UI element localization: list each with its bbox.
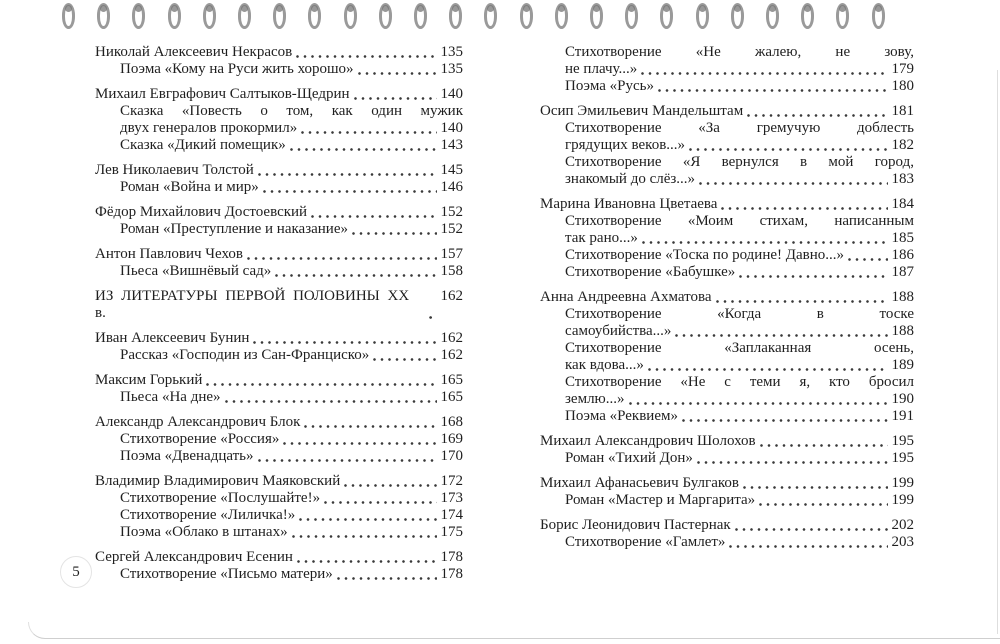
leader-dots [627, 391, 890, 408]
leader-dots [288, 137, 439, 154]
toc-author-entry [95, 414, 463, 431]
toc-entry-text: Михаил Афанасьевич Булгаков [540, 475, 739, 491]
spiral-ring-icon [766, 3, 779, 29]
toc-entry-text: Михаил Евграфович Салтыков-Щедрин [95, 86, 350, 102]
toc-author-entry [540, 196, 914, 213]
toc-page-number: 146 [440, 179, 463, 195]
toc-entry-text: Поэма «Двенадцать» [120, 448, 254, 464]
toc-column-right [540, 44, 914, 551]
toc-entry-text: Лев Николаевич Толстой [95, 162, 254, 178]
spiral-ring-icon [203, 3, 216, 29]
toc-page-number: 186 [891, 247, 914, 263]
toc-work-entry [95, 179, 463, 196]
toc-entry-leader-row [565, 61, 914, 78]
toc-page-number: 188 [891, 289, 914, 305]
toc-page-number: 152 [440, 204, 463, 220]
spiral-ring-icon [168, 3, 181, 29]
toc-page-number: 181 [891, 103, 914, 119]
spiral-ring-icon [590, 3, 603, 29]
leader-dots [350, 221, 439, 238]
toc-work-entry [540, 306, 914, 340]
toc-entry-text: самоубийства...» [565, 323, 672, 339]
toc-page-number: 202 [891, 517, 914, 533]
leader-dots [281, 431, 438, 448]
toc-entry-text: Роман «Мастер и Маргарита» [565, 492, 756, 508]
toc-entry-text: Рассказ «Господин из Сан-Франциско» [120, 347, 370, 363]
toc-page-number: 145 [440, 162, 463, 178]
toc-page-number: 158 [440, 263, 463, 279]
spiral-ring-icon [872, 3, 885, 29]
toc-entry-text: знакомый до слёз...» [565, 171, 696, 187]
spiral-ring-icon [449, 3, 462, 29]
toc-work-entry [540, 120, 914, 154]
leader-dots [727, 534, 889, 551]
toc-author-entry [95, 246, 463, 263]
toc-entry-text: Сказка «Дикий помещик» [120, 137, 286, 153]
toc-entry-text: двух генералов прокормил» [120, 120, 298, 136]
toc-entry-text-line: Стихотворение «Когда в тоске [565, 306, 914, 322]
toc-entry-text-line: Стихотворение «Моим стихам, написанным [565, 213, 914, 229]
spiral-ring-icon [836, 3, 849, 29]
leader-dots [352, 86, 439, 103]
spiral-ring-icon [238, 3, 251, 29]
toc-author-entry [540, 103, 914, 120]
toc-entry-leader-row [120, 389, 463, 406]
toc-author-entry [540, 517, 914, 534]
page-number: 5 [72, 563, 80, 580]
toc-page-number: 135 [440, 44, 463, 60]
toc-author-entry [95, 86, 463, 103]
toc-page-number: 189 [891, 357, 914, 373]
toc-page-number: 169 [440, 431, 463, 447]
toc-work-entry [540, 340, 914, 374]
toc-page-number: 180 [891, 78, 914, 94]
toc-entry-leader-row [120, 507, 463, 524]
spiral-ring-icon [660, 3, 673, 29]
leader-dots [714, 289, 890, 306]
toc-page-number: 187 [891, 264, 914, 280]
toc-entry-leader-row [120, 448, 463, 465]
toc-work-entry [95, 103, 463, 137]
toc-entry-leader-row [540, 475, 914, 492]
toc-entry-leader-row [565, 450, 914, 467]
toc-entry-text: Сергей Александрович Есенин [95, 549, 293, 565]
toc-entry-leader-row [95, 549, 463, 566]
toc-section-heading [95, 288, 463, 322]
toc-page-number: 174 [440, 507, 463, 523]
toc-entry-leader-row [120, 490, 463, 507]
toc-page-number: 165 [440, 389, 463, 405]
leader-dots [697, 171, 889, 188]
toc-entry-text: Поэма «Русь» [565, 78, 654, 94]
toc-entry-leader-row [120, 120, 463, 137]
toc-entry-leader-row [565, 357, 914, 374]
toc-page-number: 178 [440, 549, 463, 565]
toc-page-number: 183 [891, 171, 914, 187]
toc-work-entry [540, 78, 914, 95]
toc-entry-text: Роман «Тихий Дон» [565, 450, 693, 466]
toc-page-number: 188 [891, 323, 914, 339]
toc-entry-text: как вдова...» [565, 357, 644, 373]
toc-entry-text: Стихотворение «Тоска по родине! Давно...» [565, 247, 844, 263]
spiral-ring-icon [62, 3, 75, 29]
spiral-ring-icon [308, 3, 321, 29]
spiral-ring-icon [132, 3, 145, 29]
toc-entry-text-line: Стихотворение «Я вернулся в мой город, [565, 154, 914, 170]
toc-work-entry [95, 448, 463, 465]
leader-dots [687, 137, 889, 154]
toc-page-number: 195 [891, 433, 914, 449]
leader-dots [757, 492, 889, 509]
toc-entry-leader-row [540, 103, 914, 120]
toc-entry-leader-row [540, 517, 914, 534]
toc-author-entry [95, 162, 463, 179]
toc-entry-leader-row [565, 323, 914, 340]
leader-dots [680, 408, 890, 425]
toc-entry-text: Роман «Преступление и наказание» [120, 221, 348, 237]
toc-page-number: 182 [891, 137, 914, 153]
toc-entry-leader-row [565, 230, 914, 247]
toc-page-number: 175 [440, 524, 463, 540]
leader-dots [673, 323, 889, 340]
toc-work-entry [95, 431, 463, 448]
leader-dots [256, 162, 439, 179]
leader-dots [639, 61, 889, 78]
toc-entry-leader-row [565, 137, 914, 154]
toc-entry-text: Александр Александрович Блок [95, 414, 301, 430]
toc-entry-leader-row [95, 330, 463, 347]
leader-dots [295, 549, 439, 566]
leader-dots [223, 389, 439, 406]
leader-dots [656, 78, 890, 95]
leader-dots [261, 179, 439, 196]
toc-author-entry [95, 44, 463, 61]
toc-author-entry [95, 204, 463, 221]
spiral-ring-icon [97, 3, 110, 29]
toc-work-entry [95, 566, 463, 583]
spiral-ring-icon [801, 3, 814, 29]
toc-entry-leader-row [120, 524, 463, 541]
toc-page-number: 190 [891, 391, 914, 407]
toc-work-entry [95, 389, 463, 406]
toc-entry-leader-row [565, 171, 914, 188]
toc-author-entry [95, 330, 463, 347]
spiral-ring-icon [625, 3, 638, 29]
leader-dots [737, 264, 889, 281]
leader-dots [342, 473, 438, 490]
toc-work-entry [540, 44, 914, 78]
toc-entry-text: Стихотворение «Бабушке» [565, 264, 736, 280]
toc-entry-text: Поэма «Кому на Руси жить хорошо» [120, 61, 354, 77]
toc-entry-leader-row [120, 347, 463, 364]
toc-work-entry [95, 507, 463, 524]
toc-entry-text-line: Стихотворение «Заплаканная осень, [565, 340, 914, 356]
toc-work-entry [540, 492, 914, 509]
toc-entry-leader-row [565, 408, 914, 425]
toc-page-number: 173 [440, 490, 463, 506]
toc-page-number: 135 [440, 61, 463, 77]
toc-entry-leader-row [120, 61, 463, 78]
toc-work-entry [95, 263, 463, 280]
toc-entry-leader-row [95, 86, 463, 103]
spiral-ring-icon [379, 3, 392, 29]
toc-entry-text: Владимир Владимирович Маяковский [95, 473, 341, 489]
toc-entry-leader-row [565, 492, 914, 509]
toc-entry-text: Поэма «Облако в штанах» [120, 524, 288, 540]
spiral-ring-icon [484, 3, 497, 29]
toc-entry-text: так рано...» [565, 230, 638, 246]
toc-entry-text-line: Стихотворение «Не жалею, не зову, [565, 44, 914, 60]
toc-entry-text: Роман «Война и мир» [120, 179, 259, 195]
toc-entry-text: Пьеса «Вишнёвый сад» [120, 263, 272, 279]
leader-dots [719, 196, 889, 213]
leader-dots [758, 433, 890, 450]
toc-page-number: 143 [440, 137, 463, 153]
toc-entry-text: землю...» [565, 391, 625, 407]
toc-entry-text: Осип Эмильевич Мандельштам [540, 103, 744, 119]
toc-entry-leader-row [120, 566, 463, 583]
toc-entry-leader-row [540, 289, 914, 306]
toc-entry-text: не плачу...» [565, 61, 638, 77]
toc-entry-leader-row [120, 263, 463, 280]
leader-dots [733, 517, 890, 534]
toc-work-entry [95, 347, 463, 364]
toc-work-entry [540, 374, 914, 408]
toc-author-entry [95, 372, 463, 389]
leader-dots [356, 61, 439, 78]
spiral-ring-icon [520, 3, 533, 29]
toc-entry-text-line: Сказка «Повесть о том, как один мужик [120, 103, 463, 119]
toc-page-number: 195 [891, 450, 914, 466]
toc-entry-leader-row [565, 391, 914, 408]
toc-work-entry [95, 137, 463, 154]
leader-dots [290, 524, 439, 541]
toc-entry-text: Михаил Александрович Шолохов [540, 433, 756, 449]
toc-entry-text: Стихотворение «Лиличка!» [120, 507, 296, 523]
toc-work-entry [540, 534, 914, 551]
toc-entry-leader-row [565, 247, 914, 264]
toc-page-number: 162 [440, 330, 463, 346]
toc-author-entry [540, 433, 914, 450]
toc-author-entry [95, 473, 463, 490]
toc-entry-leader-row [565, 264, 914, 281]
toc-column-left [95, 44, 463, 583]
toc-work-entry [540, 213, 914, 247]
toc-work-entry [95, 524, 463, 541]
toc-page-number: 203 [891, 534, 914, 550]
toc-work-entry [540, 408, 914, 425]
toc-entry-leader-row [565, 534, 914, 551]
toc-page-number: 184 [891, 196, 914, 212]
toc-entry-text: Поэма «Реквием» [565, 408, 678, 424]
leader-dots [251, 330, 438, 347]
leader-dots [335, 566, 439, 583]
toc-entry-text: Иван Алексеевич Бунин [95, 330, 250, 346]
toc-entry-leader-row [95, 44, 463, 61]
toc-author-entry [540, 289, 914, 306]
leader-dots [322, 490, 438, 507]
leader-dots [204, 372, 438, 389]
toc-entry-text: Антон Павлович Чехов [95, 246, 243, 262]
toc-page-number: 152 [440, 221, 463, 237]
toc-page-number: 162 [440, 288, 463, 304]
toc-page-number: 185 [891, 230, 914, 246]
leader-dots [273, 263, 438, 280]
toc-work-entry [95, 61, 463, 78]
toc-page-number: 140 [440, 86, 463, 102]
toc-entry-leader-row [95, 246, 463, 263]
toc-work-entry [95, 221, 463, 238]
leader-dots [846, 247, 890, 264]
toc-entry-leader-row [540, 433, 914, 450]
toc-entry-leader-row [95, 162, 463, 179]
toc-entry-leader-row [95, 473, 463, 490]
toc-work-entry [95, 490, 463, 507]
toc-entry-text-line: Стихотворение «За гремучую доблесть [565, 120, 914, 136]
toc-entry-leader-row [540, 196, 914, 213]
leader-dots [302, 414, 438, 431]
toc-entry-text: Стихотворение «Россия» [120, 431, 280, 447]
leader-dots [695, 450, 890, 467]
toc-entry-leader-row [120, 137, 463, 154]
toc-page-number: 170 [440, 448, 463, 464]
toc-entry-text: Стихотворение «Письмо матери» [120, 566, 333, 582]
toc-work-entry [540, 247, 914, 264]
leader-dots [427, 288, 439, 322]
leader-dots [297, 507, 438, 524]
toc-page-number: 140 [440, 120, 463, 136]
leader-dots [745, 103, 889, 120]
spiral-binding [0, 0, 1000, 36]
toc-entry-text: Фёдор Михайлович Достоевский [95, 204, 308, 220]
spiral-ring-icon [731, 3, 744, 29]
leader-dots [245, 246, 439, 263]
toc-entry-text: Стихотворение «Гамлет» [565, 534, 726, 550]
page-number-badge [60, 556, 92, 588]
toc-entry-text: Стихотворение «Послушайте!» [120, 490, 321, 506]
leader-dots [741, 475, 890, 492]
leader-dots [309, 204, 438, 221]
toc-entry-text-line: Стихотворение «Не с теми я, кто бросил [565, 374, 914, 390]
toc-page-number: 199 [891, 492, 914, 508]
toc-work-entry [540, 450, 914, 467]
spiral-ring-icon [344, 3, 357, 29]
toc-entry-leader-row [95, 372, 463, 389]
toc-entry-leader-row [95, 414, 463, 431]
toc-work-entry [540, 264, 914, 281]
toc-entry-text: Борис Леонидович Пастернак [540, 517, 731, 533]
toc-entry-text: Пьеса «На дне» [120, 389, 221, 405]
toc-entry-leader-row [565, 78, 914, 95]
toc-page-number: 191 [891, 408, 914, 424]
toc-entry-text: Николай Алексеевич Некрасов [95, 44, 293, 60]
spiral-ring-icon [273, 3, 286, 29]
toc-page-number: 178 [440, 566, 463, 582]
toc-entry-text: грядущих веков...» [565, 137, 686, 153]
toc-page-number: 168 [440, 414, 463, 430]
toc-entry-leader-row [120, 431, 463, 448]
toc-page-number: 172 [440, 473, 463, 489]
toc-entry-leader-row [95, 288, 463, 322]
leader-dots [646, 357, 890, 374]
leader-dots [371, 347, 438, 364]
spiral-ring-icon [696, 3, 709, 29]
leader-dots [294, 44, 438, 61]
toc-entry-text: ИЗ ЛИТЕРАТУРЫ ПЕРВОЙ ПОЛОВИНЫ XX в. [95, 288, 410, 321]
toc-entry-leader-row [120, 221, 463, 238]
toc-entry-text: Максим Горький [95, 372, 203, 388]
toc-work-entry [540, 154, 914, 188]
page-bottom-edge [28, 622, 1000, 639]
page-right-edge [997, 70, 998, 634]
toc-entry-leader-row [95, 204, 463, 221]
toc-author-entry [540, 475, 914, 492]
leader-dots [256, 448, 439, 465]
toc-author-entry [95, 549, 463, 566]
toc-page-number: 162 [440, 347, 463, 363]
toc-entry-text: Марина Ивановна Цветаева [540, 196, 718, 212]
spiral-ring-icon [555, 3, 568, 29]
spiral-ring-icon [414, 3, 427, 29]
leader-dots [640, 230, 890, 247]
toc-entry-leader-row [120, 179, 463, 196]
toc-page-number: 179 [891, 61, 914, 77]
toc-page-number: 157 [440, 246, 463, 262]
leader-dots [299, 120, 438, 137]
toc-page-number: 199 [891, 475, 914, 491]
toc-entry-text: Анна Андреевна Ахматова [540, 289, 712, 305]
toc-page-number: 165 [440, 372, 463, 388]
